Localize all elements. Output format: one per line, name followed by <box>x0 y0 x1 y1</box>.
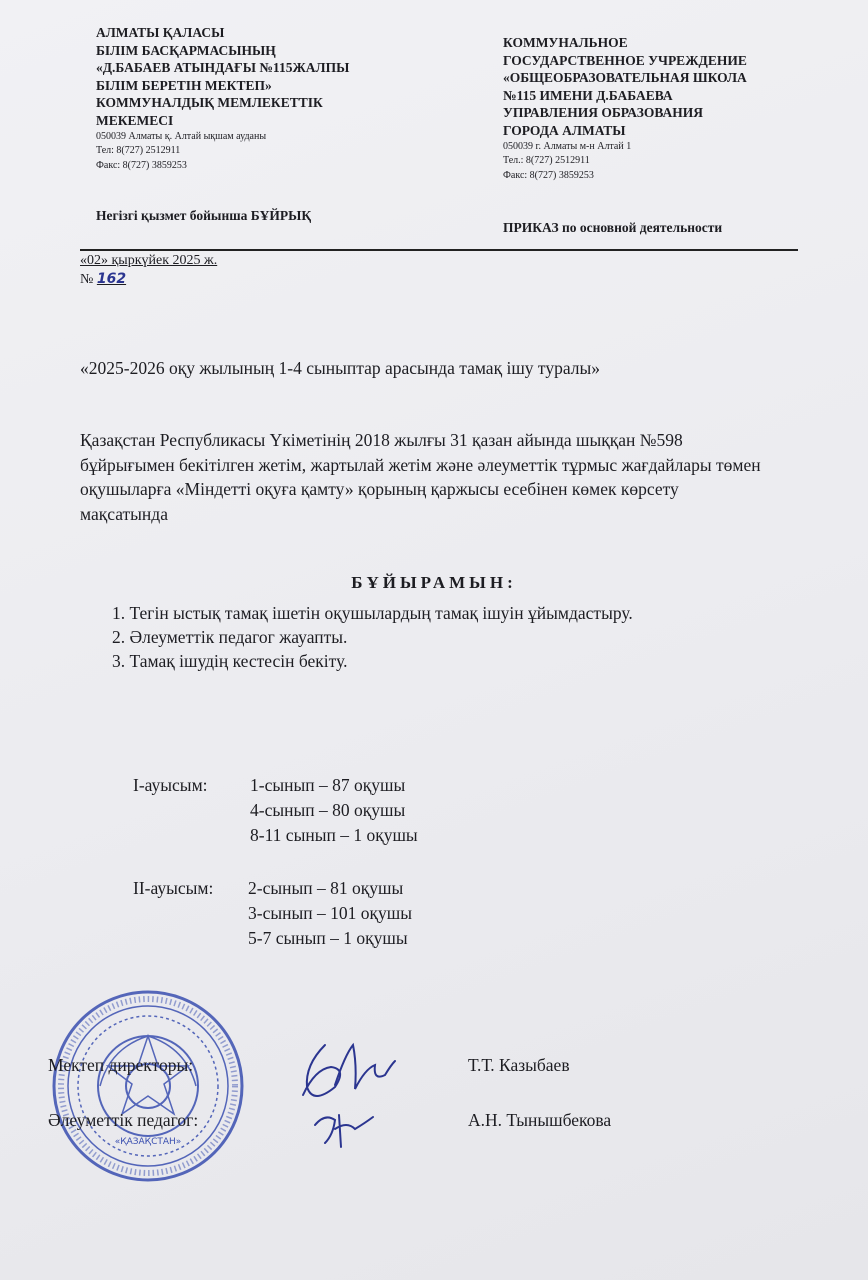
shift-row: 4-сынып – 80 оқушы <box>250 800 406 820</box>
header-line: АЛМАТЫ ҚАЛАСЫ <box>96 25 225 40</box>
shift-row: 2-сынып – 81 оқушы <box>248 878 404 898</box>
order-number <box>80 271 126 288</box>
official-stamp <box>40 988 260 1188</box>
order-heading: БҰЙЫРАМЫН: <box>351 573 517 592</box>
header-line: КОММУНАЛДЫҚ МЕМЛЕКЕТТІК <box>96 95 323 111</box>
address: 050039 г. Алматы м-н Алтай 1 <box>503 140 632 152</box>
header-line: ГОСУДАРСТВЕННОЕ УЧРЕЖДЕНИЕ <box>503 52 747 68</box>
fax: Факс: 8(727) 3859253 <box>503 169 594 181</box>
header-line: КОММУНАЛЬНОЕ <box>503 35 628 50</box>
header-line: УПРАВЛЕНИЯ ОБРАЗОВАНИЯ <box>503 105 703 121</box>
shift-2-label: ІІ-ауысым: <box>133 878 214 898</box>
phone: Тел.: 8(727) 2512911 <box>503 155 590 167</box>
header-left <box>96 24 349 173</box>
doc-kind-kz: Негізгі қызмет бойынша БҰЙРЫҚ <box>96 208 312 223</box>
header-line: МЕКЕМЕСІ <box>96 112 174 128</box>
shift-1-rows <box>250 773 418 848</box>
order-items <box>112 601 633 673</box>
list-item: 3. Тамақ ішудің кестесін бекіту. <box>112 651 348 671</box>
header-line: БІЛІМ БЕРЕТІН МЕКТЕП» <box>96 77 272 93</box>
signature-marks <box>295 1025 405 1155</box>
handwritten-number: 162 <box>96 271 127 287</box>
header-line: «ОБЩЕОБРАЗОВАТЕЛЬНАЯ ШКОЛА <box>503 70 747 86</box>
header-line: БІЛІМ БАСҚАРМАСЫНЫҢ <box>96 42 276 58</box>
header-right <box>503 34 747 183</box>
order-title: «2025-2026 оқу жылының 1-4 сыныптар арасында тамақ ішу туралы» <box>80 358 600 378</box>
preamble: Қазақстан Республикасы Үкіметінің 2018 жылғы 31 қазан айында шыққан №598 бұйрығымен бекітілген жетім, жартылай жетім және әлеуметтік тұрмыс жағдайлары төмен оқушыларға «Міндетті оқуға қамту» қорының қаржысы есебінен көмек көрсету мақсатында <box>80 430 761 524</box>
fax: Факс: 8(727) 3859253 <box>96 159 187 171</box>
shift-1-label: І-ауысым: <box>133 775 208 795</box>
list-item: 1. Тегін ыстық тамақ ішетін оқушылардың тамақ ішуін ұйымдастыру. <box>112 603 633 623</box>
shift-row: 5-7 сынып – 1 оқушы <box>248 928 408 948</box>
address: 050039 Алматы қ. Алтай ықшам ауданы <box>96 130 267 142</box>
social-pedagogue-name: А.Н. Тынышбекова <box>468 1110 612 1130</box>
list-item: 2. Әлеуметтік педагог жауапты. <box>112 627 348 647</box>
shift-row: 8-11 сынып – 1 оқушы <box>250 825 418 845</box>
number-label: № <box>80 272 94 287</box>
header-line: «Д.БАБАЕВ АТЫНДАҒЫ №115ЖАЛПЫ <box>96 60 350 76</box>
order-date: «02» қыркүйек 2025 ж. <box>80 253 218 268</box>
doc-kind-ru: ПРИКАЗ по основной деятельности <box>503 220 723 235</box>
director-role: Мектеп директоры: <box>48 1055 194 1075</box>
phone: Тел: 8(727) 2512911 <box>96 145 181 157</box>
social-pedagogue-role: Әлеуметтік педагог: <box>48 1110 199 1130</box>
header-line: №115 ИМЕНИ Д.БАБАЕВА <box>503 87 673 103</box>
shift-row: 1-сынып – 87 оқушы <box>250 775 406 795</box>
stamp-text: «ҚАЗАҚСТАН» <box>114 1137 182 1147</box>
header-line: ГОРОДА АЛМАТЫ <box>503 122 626 138</box>
shift-2-rows <box>248 876 412 951</box>
shift-row: 3-сынып – 101 оқушы <box>248 903 412 923</box>
header-divider <box>80 249 798 251</box>
director-name: Т.Т. Казыбаев <box>468 1055 570 1075</box>
